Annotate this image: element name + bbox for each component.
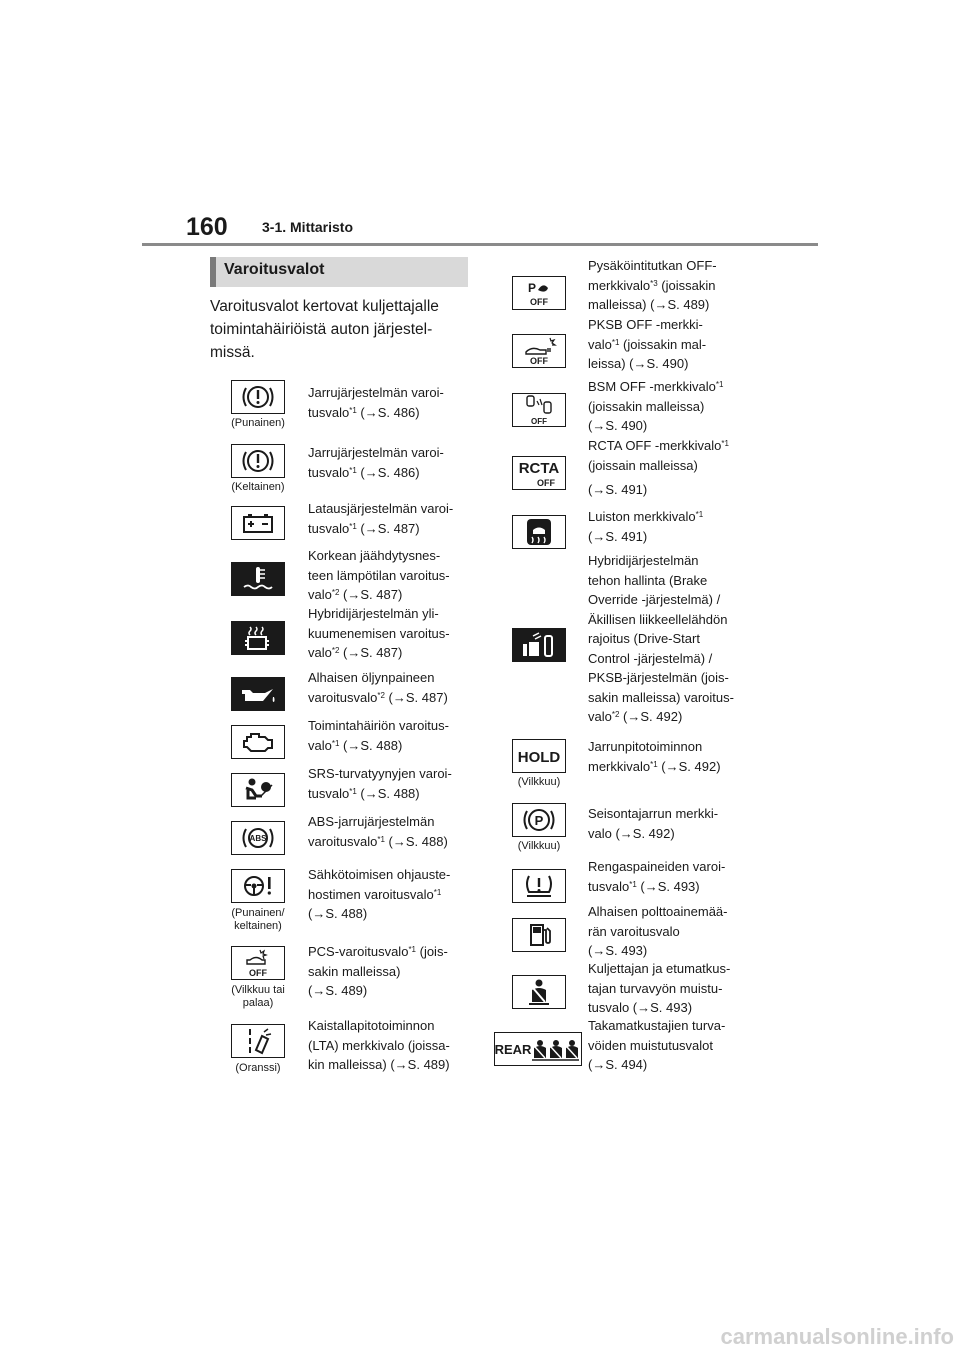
off-text: OFF bbox=[537, 478, 555, 488]
pcs-off-icon bbox=[231, 946, 285, 980]
oil-pressure-icon bbox=[231, 677, 285, 711]
description: PKSB OFF -merkki- valo$^{*1}$ (joissakin mal- leissa) (→S. 490) bbox=[588, 317, 707, 371]
intro-text: Varoitusvalot kertovat kuljettajalle toimintahäiriöistä auton järjestel- missä. bbox=[210, 298, 439, 361]
description: SRS-turvatyynyjen varoi- tusvalo$^{*1}$ (→S. 488) bbox=[308, 766, 452, 801]
description: Hybridijärjestelmän tehon hallinta (Brake Override -järjestelmä) / Äkillisen liikkeellelähdön rajoitus (Drive-Start Control -järjestelmä) / PKSB-järjestelmän (jois- sakin malleissa) varoitus- valo$^{*2}$ (→S. 492) bbox=[588, 553, 734, 724]
caption: (Vilkkuu tai palaa) bbox=[231, 984, 285, 1009]
caption: (Keltainen) bbox=[231, 481, 285, 493]
bsm-off-icon bbox=[512, 393, 566, 427]
description: Hybridijärjestelmän yli- kuumenemisen varoitus- valo$^{*2}$ (→S. 487) bbox=[308, 606, 450, 660]
caption: (Punainen) bbox=[231, 417, 285, 429]
description: Luiston merkkivalo$^{*1}$ (→S. 491) bbox=[588, 509, 704, 544]
rcta-off-icon bbox=[512, 456, 566, 490]
description: Takamatkustajien turva- vöiden muistutusvalot (→S. 494) bbox=[588, 1018, 726, 1072]
srs-airbag-icon bbox=[231, 773, 285, 807]
pksb-off-icon bbox=[512, 334, 566, 368]
low-fuel-icon bbox=[512, 918, 566, 952]
brake-override-icon bbox=[512, 628, 566, 662]
page-number: 160 bbox=[186, 213, 228, 241]
parking-sensor-off-icon bbox=[512, 276, 566, 310]
lta-icon bbox=[231, 1024, 285, 1058]
description: Pysäköintitutkan OFF- merkkivalo$^{*3}$ (joissakin malleissa) (→S. 489) bbox=[588, 258, 717, 312]
description: RCTA OFF -merkkivalo$^{*1}$ (joissain malleissa) (→S. 491) bbox=[588, 438, 729, 497]
watermark: carmanualsonline.info bbox=[720, 1324, 954, 1349]
description: PCS-varoitusvalo$^{*1}$ (jois- sakin malleissa) (→S. 489) bbox=[308, 944, 448, 998]
description: Rengaspaineiden varoi- tusvalo$^{*1}$ (→S. 493) bbox=[588, 859, 726, 894]
caption: (Vilkkuu) bbox=[517, 840, 561, 852]
abs-icon bbox=[231, 821, 285, 855]
hold-icon bbox=[512, 739, 566, 773]
description: ABS-jarrujärjestelmän varoitusvalo$^{*1}$ (→S. 488) bbox=[308, 814, 448, 849]
parking-brake-icon bbox=[512, 803, 566, 837]
battery-icon bbox=[231, 506, 285, 540]
caption: (Oranssi) bbox=[235, 1062, 281, 1074]
heading-title: Varoitusvalot bbox=[224, 261, 325, 278]
description: Toimintahäiriön varoitus- valo$^{*1}$ (→S. 488) bbox=[308, 718, 449, 753]
off-text: OFF bbox=[531, 417, 547, 426]
seatbelt-icon bbox=[512, 975, 566, 1009]
caption: (Vilkkuu) bbox=[517, 776, 561, 788]
description: Kuljettajan ja etumatkus- tajan turvavyön muistu- tusvalo (→S. 493) bbox=[588, 961, 731, 1015]
p-text: P bbox=[534, 813, 544, 828]
rear-text: REAR bbox=[495, 1042, 532, 1057]
rcta-text: RCTA bbox=[518, 460, 560, 477]
section-title: 3-1. Mittaristo bbox=[262, 219, 354, 235]
description: BSM OFF -merkkivalo$^{*1}$ (joissakin malleissa) (→S. 490) bbox=[588, 379, 724, 433]
description: Alhaisen öljynpaineen varoitusvalo$^{*2}$ (→S. 487) bbox=[308, 670, 448, 705]
header-rule bbox=[142, 243, 818, 246]
p-text: P bbox=[527, 281, 537, 295]
coolant-temp-icon bbox=[231, 562, 285, 596]
hold-text: HOLD bbox=[517, 749, 561, 766]
description: Kaistallapitotoiminnon (LTA) merkkivalo (joissa- kin malleissa) (→S. 489) bbox=[308, 1018, 450, 1072]
brake-warning-icon bbox=[231, 444, 285, 478]
off-text: OFF bbox=[249, 968, 267, 978]
description: Jarrunpitotoiminnon merkkivalo$^{*1}$ (→S. 492) bbox=[588, 739, 721, 774]
slip-indicator-icon bbox=[512, 515, 566, 549]
abs-icon-text: ABS bbox=[249, 834, 267, 843]
description: Latausjärjestelmän varoi- tusvalo$^{*1}$ (→S. 487) bbox=[308, 501, 454, 536]
tire-pressure-icon bbox=[512, 869, 566, 903]
description: Jarrujärjestelmän varoi- tusvalo$^{*1}$ (→S. 486) bbox=[308, 385, 444, 420]
description: Alhaisen polttoainemää- rän varoitusvalo (→S. 493) bbox=[588, 904, 728, 958]
description: Jarrujärjestelmän varoi- tusvalo$^{*1}$ (→S. 486) bbox=[308, 445, 444, 480]
hybrid-overheat-icon bbox=[231, 621, 285, 655]
off-text: OFF bbox=[530, 356, 548, 366]
description: Sähkötoimisen ohjauste- hostimen varoitusvalo$^{*1}$ (→S. 488) bbox=[308, 867, 451, 921]
brake-warning-icon bbox=[231, 380, 285, 414]
rear-seatbelt-icon bbox=[494, 1032, 582, 1066]
heading-box bbox=[210, 257, 468, 287]
description: Seisontajarrun merkki- valo (→S. 492) bbox=[588, 806, 719, 841]
steering-warning-icon bbox=[231, 869, 285, 903]
off-text: OFF bbox=[530, 297, 548, 307]
check-engine-icon bbox=[231, 725, 285, 759]
caption: (Punainen/ keltainen) bbox=[231, 907, 285, 932]
description: Korkean jäähdytysnes- teen lämpötilan varoitus- valo$^{*2}$ (→S. 487) bbox=[308, 548, 450, 602]
